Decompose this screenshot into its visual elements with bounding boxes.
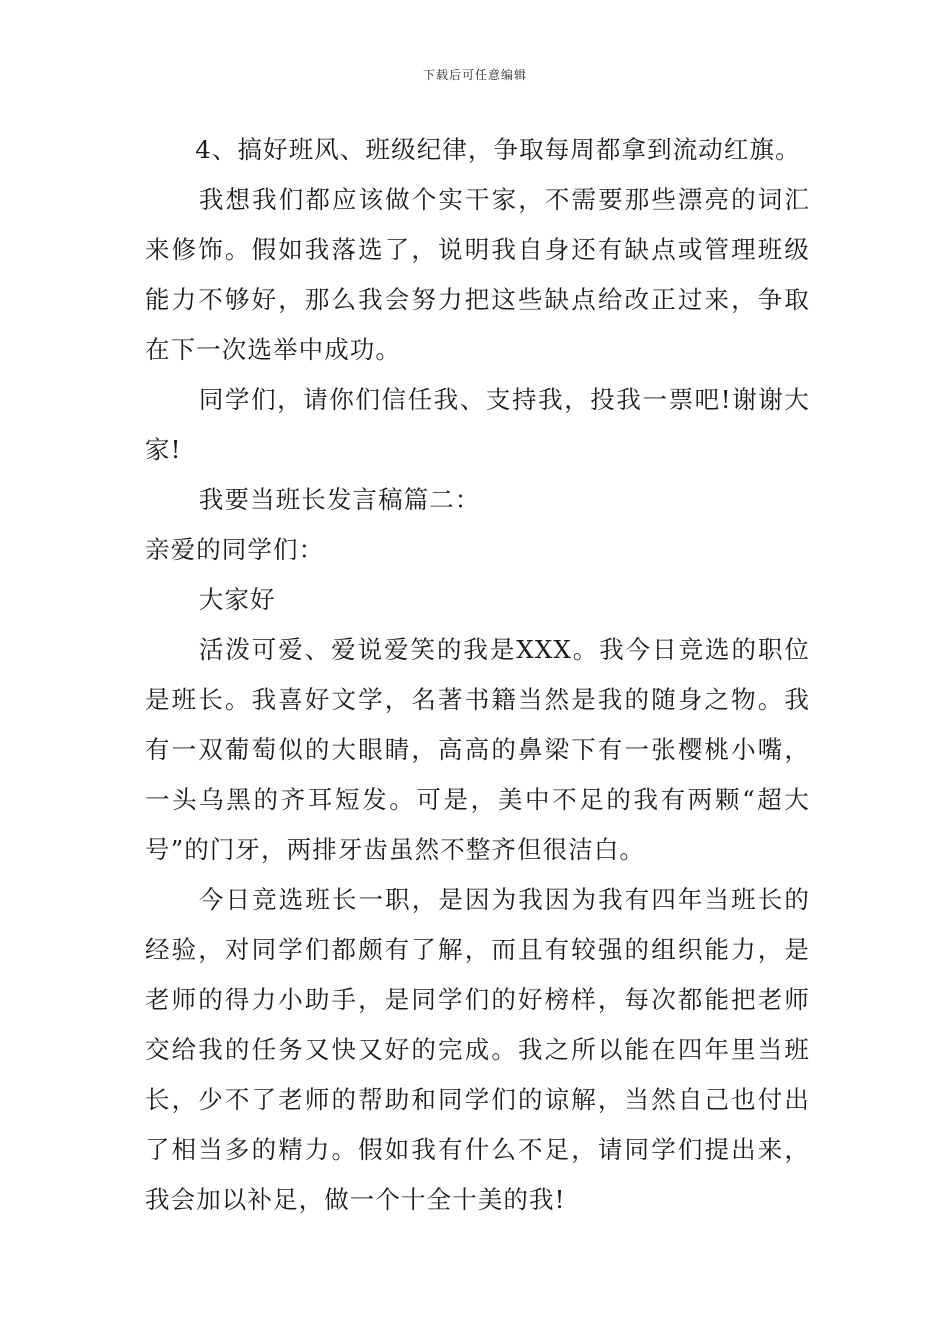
greeting: 大家好 [198, 585, 276, 614]
paragraph-reason: 今日竞选班长一职，是因为我因为我有四年当班长的经验，对同学们都颇有了解，而且有较强的组织能力，是老师的得力小助手，是同学们的好榜样，每次都能把老师交给我的任务又快又好的完成。我之所以能在四年里当班长，少不了老师的帮助和同学们的谅解，当然自己也付出了相当多的精力。假如我有什么不足，请同学们提出来，我会加以补足，做一个十全十美的我! [145, 885, 810, 1214]
paragraph-vote-request: 同学们，请你们信任我、支持我，投我一票吧!谢谢大家! [145, 385, 810, 464]
salutation: 亲爱的同学们： [145, 535, 325, 564]
section-heading: 我要当班长发言稿篇二： [198, 485, 481, 514]
paragraph-self-intro: 活泼可爱、爱说爱笑的我是XXX。我今日竞选的职位是班长。我喜好文学，名著书籍当然是我的随身之物。我有一双葡萄似的大眼睛，高高的鼻梁下有一张樱桃小嘴，一头乌黑的齐耳短发。可是，美中不足的我有两颗“超大号”的门牙，两排牙齿虽然不整齐但很洁白。 [145, 635, 810, 864]
document-body [145, 125, 810, 1225]
paragraph-practical: 我想我们都应该做个实干家，不需要那些漂亮的词汇来修饰。假如我落选了，说明我自身还有缺点或管理班级能力不够好，那么我会努力把这些缺点给改正过来，争取在下一次选举中成功。 [145, 185, 810, 364]
paragraph-goal-4: 4、搞好班风、班级纪律，争取每周都拿到流动红旗。 [195, 135, 801, 164]
page-header: 下载后可任意编辑 [422, 68, 527, 82]
